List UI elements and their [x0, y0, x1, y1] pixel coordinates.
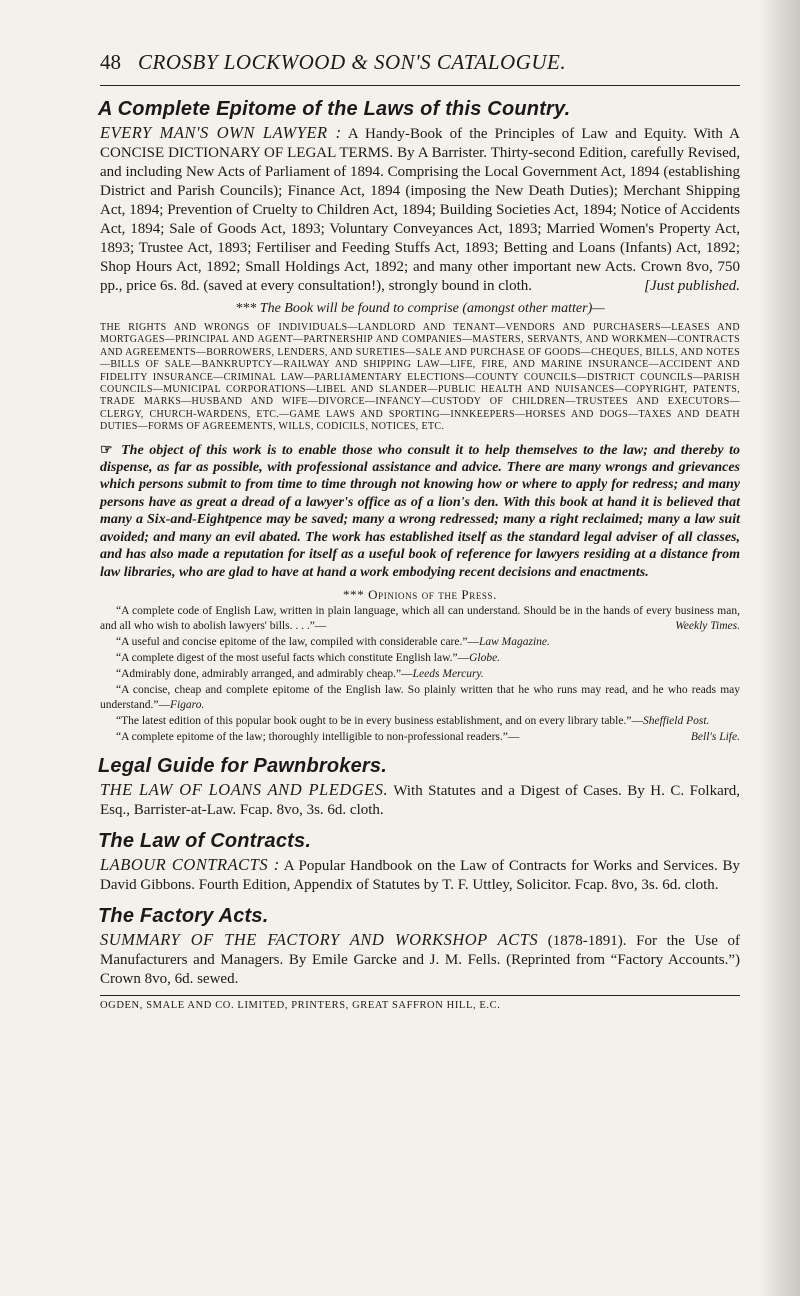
quote-text: “A concise, cheap and complete epitome of the English law. So plainly written that he who runs may read, and he who reads may understand.”—	[100, 683, 740, 711]
header-rule	[100, 85, 740, 86]
just-published-note: [Just published.	[644, 278, 740, 294]
entry-body: A Popular Handbook on the Law of Contracts for Works and Services. By David Gibbons. Fourth Edition, Appendix of Statutes by T. F. Uttley, Solicitor. Fcap. 8vo, 3s. 6d. cloth.	[100, 857, 741, 893]
section-heading: The Law of Contracts.	[98, 829, 312, 852]
quote-text: “The latest edition of this popular book ought to be in every business establishment, and on every library table.”—	[116, 714, 643, 727]
press-quote	[100, 730, 740, 745]
page-header	[100, 50, 740, 75]
quote-source: Bell's Life.	[690, 730, 740, 743]
press-quote	[100, 635, 740, 650]
press-quote	[100, 683, 740, 713]
press-quote	[100, 651, 740, 666]
section-pawnbrokers	[100, 755, 740, 820]
entry-body: With Statutes and a Digest of Cases. By H. C. Folkard, Esq., Barrister-at-Law. Fcap. 8vo, 3s. 6d. cloth.	[100, 782, 740, 818]
section-heading: The Factory Acts.	[98, 904, 269, 927]
entry-title: EVERY MAN'S OWN LAWYER :	[100, 123, 342, 142]
entry-body: (1878-1891). For the Use of Manufacturers and Managers. By Emile Garcke and J. M. Fells. (Reprinted from “Factory Accounts.”) Crown 8vo, 6d. sewed.	[100, 932, 740, 987]
pointing-hand-icon: ☞	[100, 442, 113, 458]
section-contracts	[100, 830, 740, 895]
comprise-list: THE RIGHTS AND WRONGS OF INDIVIDUALS—LANDLORD AND TENANT—VENDORS AND PURCHASERS—LEASES AND MORTGAGES—PRINCIPAL AND AGENT—PARTNERSHIP AND COMPANIES—MASTERS, SERVANTS, AND WORKMEN—CONTRACTS AND AGREEMENTS—BORROWERS, LENDERS, AND SURETIES—SALE AND PURCHASE OF GOODS—CHEQUES, BILLS, AND NOTES—BILLS OF SALE—BANKRUPTCY—RAILWAY AND SHIPPING LAW—LIFE, FIRE, AND MARINE INSURANCE—ACCIDENT AND FIDELITY INSURANCE—CRIMINAL LAW—PARLIAMENTARY ELECTIONS—COUNTY COUNCILS—DISTRICT COUNCILS—PARISH COUNCILS—MUNICIPAL CORPORATIONS—LIBEL AND SLANDER—PUBLIC HEALTH AND NUISANCES—COPYRIGHT, PATENTS, TRADE MARKS—HUSBAND AND WIFE—DIVORCE—INFANCY—CUSTODY OF CHILDREN—TRUSTEES AND EXECUTORS—CLERGY, CHURCH-WARDENS, ETC.—GAME LAWS AND SPORTING—INNKEEPERS—HORSES AND DOGS—TAXES AND DEATH DUTIES—FORMS OF AGREEMENTS, WILLS, CODICILS, NOTICES, ETC.	[100, 322, 740, 433]
entry-title: LABOUR CONTRACTS :	[100, 854, 280, 874]
press-quote	[100, 714, 740, 729]
section-factory-acts	[100, 905, 740, 989]
quote-text: “Admirably done, admirably arranged, and admirably cheap.”—	[116, 667, 413, 680]
quote-source: Leeds Mercury.	[412, 667, 484, 680]
entry-every-mans-own-lawyer	[100, 123, 740, 296]
quote-source: Globe.	[469, 651, 501, 664]
quote-text: “A complete code of English Law, written in plain language, which all can understand. Should be in the hands of every business man, and all who wish to abolish lawyers' bills. . . .”—	[100, 604, 740, 632]
object-text: The object of this work is to enable those who consult it to help themselves to the law; and thereby to dispense, as far as possible, with professional assistance and advice. There are many wrongs and grievances which persons submit to from time to time through not knowing how or where to apply for redress; and many persons have as great a dread of a lawyer's office as of a lion's den. With this book at hand it is believed that many a Six-and-Eightpence may be saved; many a wrong redressed; many a right reclaimed; many a law suit avoided; and many an evil abated. The work has established itself as the standard legal adviser of all classes, and has also made a reputation for itself as a useful book of reference for lawyers residing at a distance from law libraries, who are glad to have at hand a work embodying recent decisions and enactments.	[100, 442, 741, 580]
press-quote	[100, 604, 740, 634]
quote-text: “A useful and concise epitome of the law, compiled with considerable care.”—	[116, 635, 479, 648]
printer-imprint: OGDEN, SMALE AND CO. LIMITED, PRINTERS, GREAT SAFFRON HILL, E.C.	[100, 995, 740, 1011]
entry-title: THE LAW OF LOANS AND PLEDGES.	[100, 779, 389, 799]
opinions-heading: *** Opinions of the Press.	[343, 586, 497, 602]
entry-law-of-loans	[100, 780, 740, 820]
catalogue-page	[100, 50, 740, 1011]
quote-source: Sheffield Post.	[642, 714, 710, 727]
entry-labour-contracts	[100, 855, 740, 895]
quote-source: Law Magazine.	[478, 635, 550, 648]
quote-source: Figaro.	[169, 698, 205, 711]
page-edge-shadow	[760, 0, 800, 1296]
comprise-intro: *** The Book will be found to comprise (amongst other matter)—	[235, 301, 605, 316]
entry-factory-summary	[100, 930, 740, 989]
press-quote	[100, 667, 740, 682]
entry-body: A Handy-Book of the Principles of Law and Equity. With A CONCISE DICTIONARY OF LEGAL TERMS. By A Barrister. Thirty-second Edition, carefully Revised, and including New Acts of Parliament of 1894. Comprising the Local Government Act, 1894 (establishing District and Parish Councils); Finance Act, 1894 (imposing the New Death Duties); Merchant Shipping Act, 1894; Prevention of Cruelty to Children Act, 1894; Building Societies Act, 1894; Notice of Accidents Act, 1894; Sale of Goods Act, 1893; Voluntary Conveyances Act, 1893; Married Women's Property Act, 1893; Trustee Act, 1893; Fertiliser and Feeding Stuffs Act, 1893; Betting and Loans (Infants) Act, 1892; Shop Hours Act, 1892; Small Holdings Act, 1892; and many other important new Acts. Crown 8vo, 750 pp., price 6s. 8d. (saved at every consultation!), strongly bound in cloth.	[100, 126, 740, 294]
section-heading: A Complete Epitome of the Laws of this Country.	[98, 98, 571, 120]
entry-title: SUMMARY OF THE FACTORY AND WORKSHOP ACTS	[100, 929, 539, 949]
section-heading: Legal Guide for Pawnbrokers.	[98, 754, 387, 777]
object-of-work	[100, 442, 740, 581]
section-laws-of-country	[100, 98, 740, 745]
quote-text: “A complete digest of the most useful facts which constitute English law.”—	[116, 651, 470, 664]
quote-source: Weekly Times.	[675, 619, 740, 632]
page-number: 48	[100, 50, 121, 74]
running-title: CROSBY LOCKWOOD & SON'S CATALOGUE.	[138, 50, 567, 74]
quote-text: “A complete epitome of the law; thoroughly intelligible to non-professional readers.”—	[116, 730, 520, 743]
